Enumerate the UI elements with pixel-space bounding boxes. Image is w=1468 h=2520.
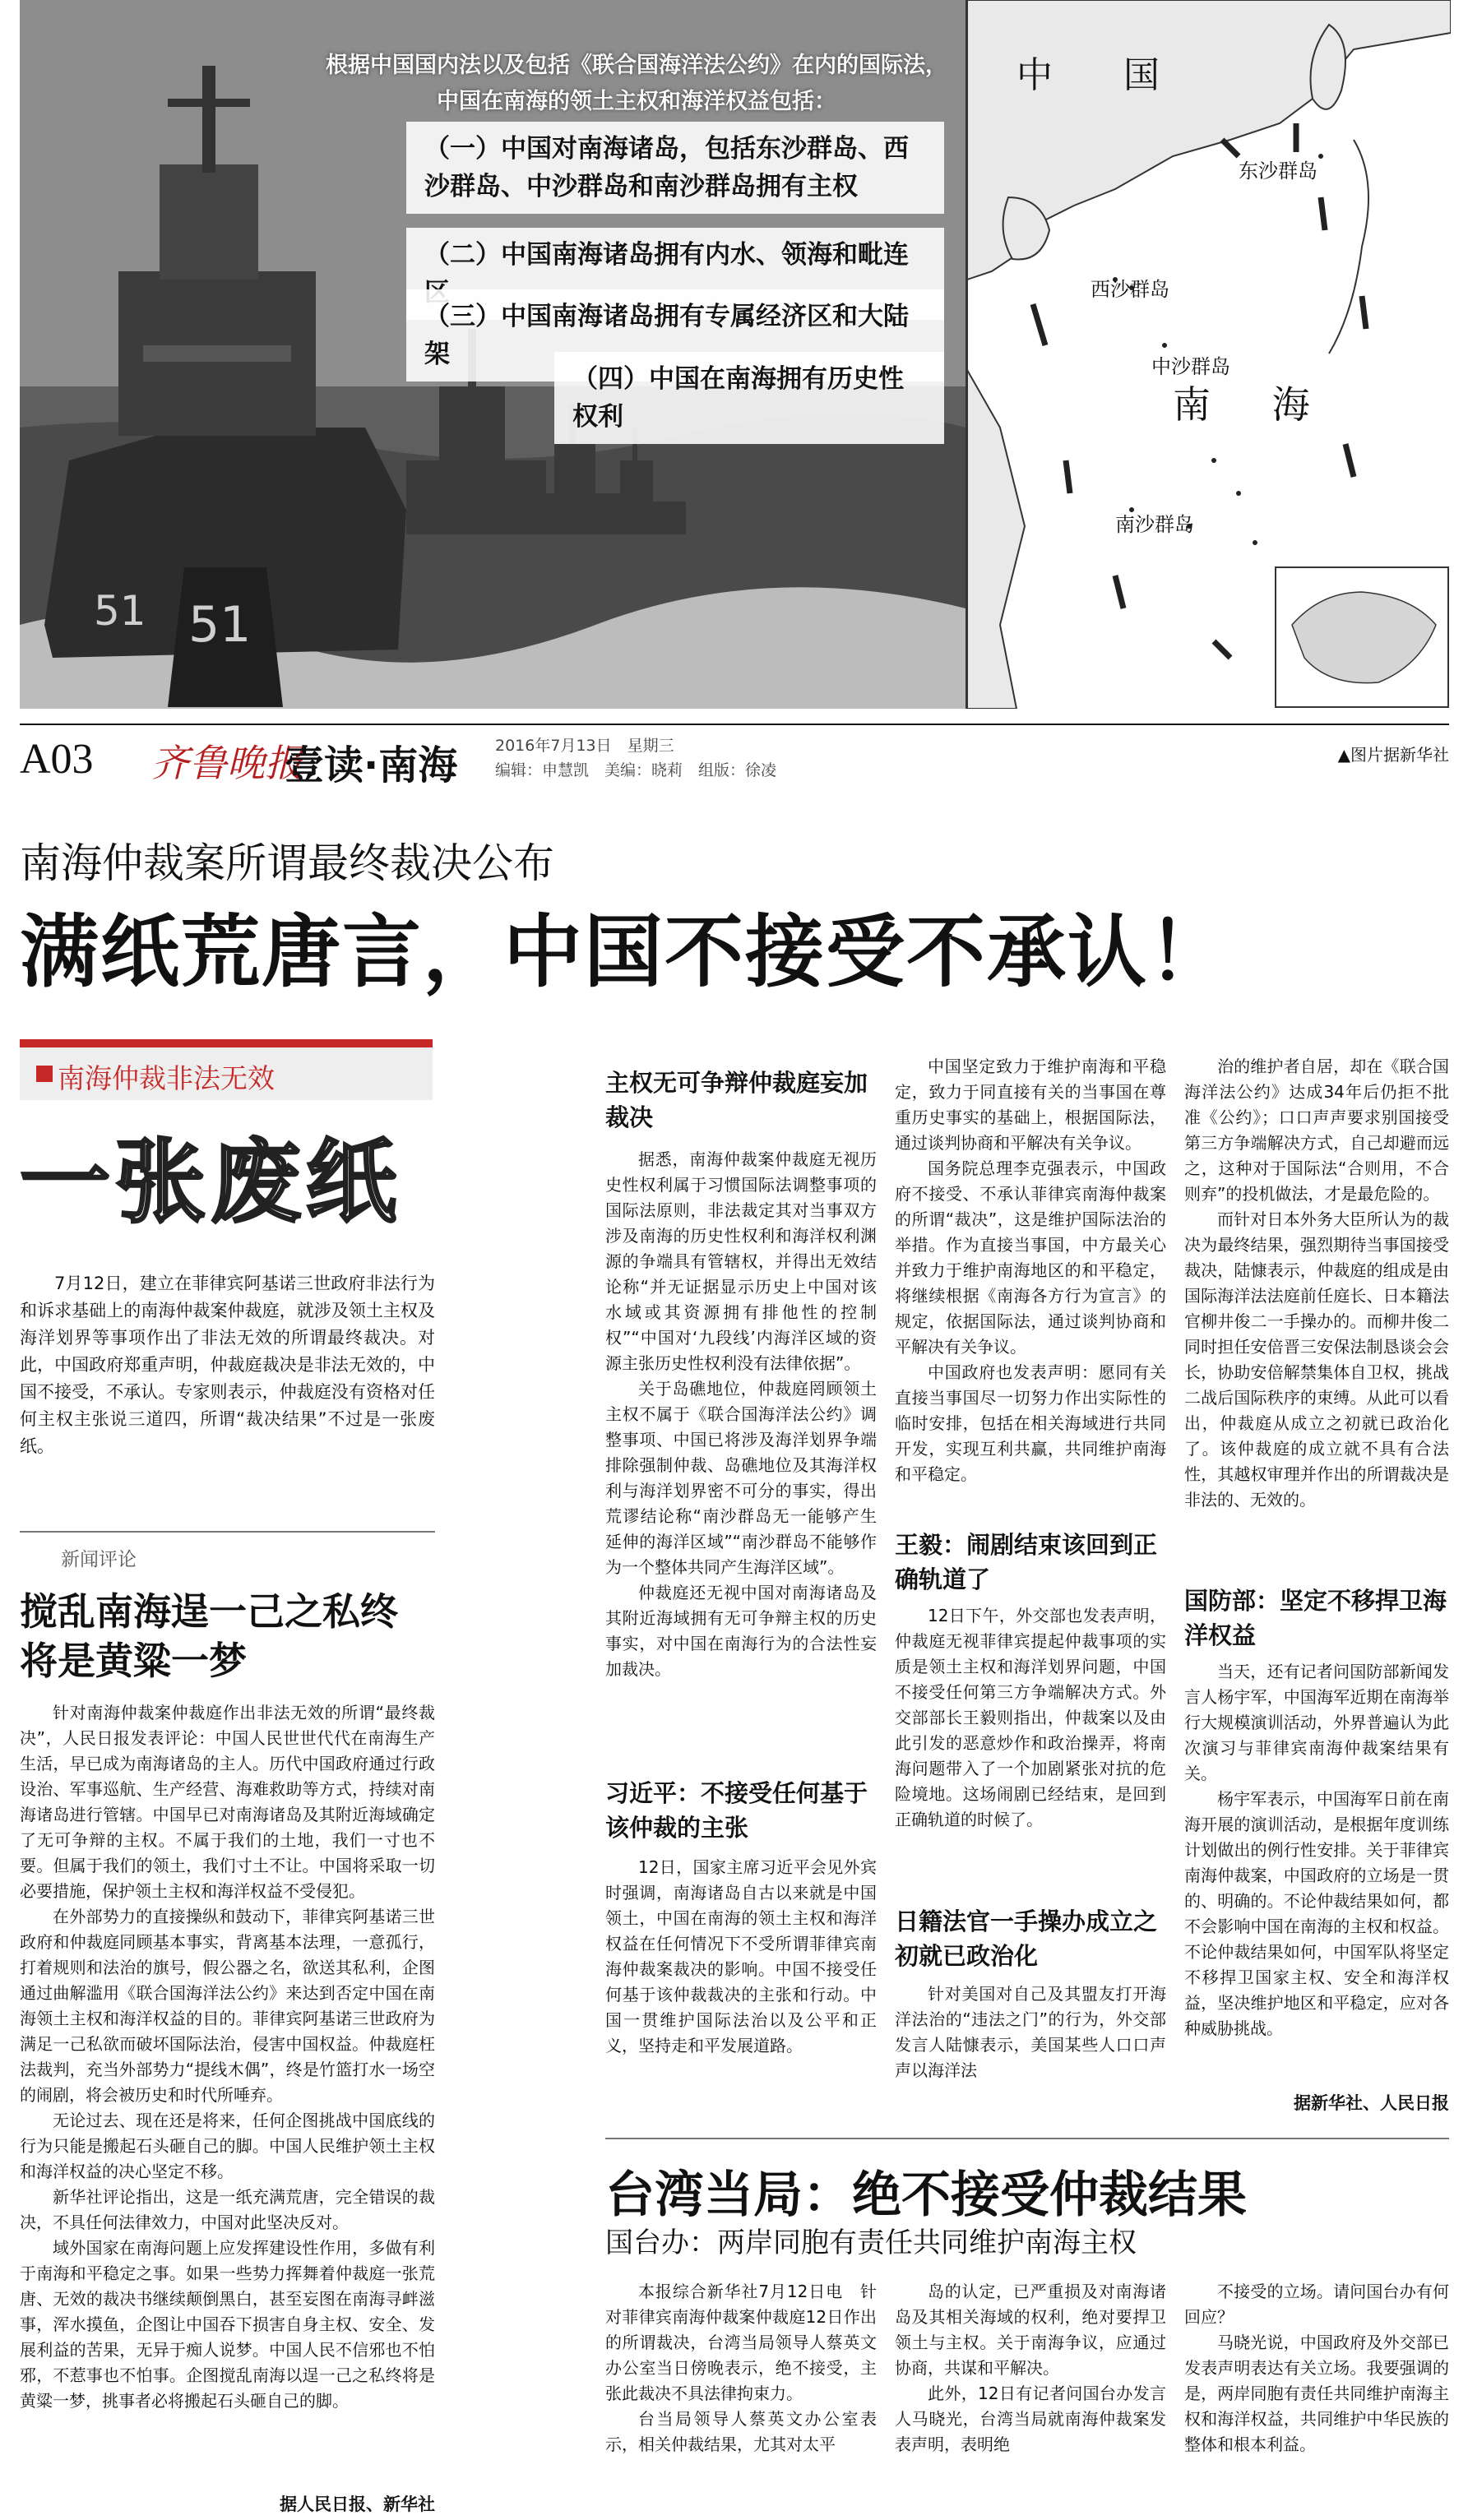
col3-body-3: 针对美国对自己及其盟友打开海洋法治的“违法之门”的行为，外交部发言人陆慷表示，美国某些人口口声声以海洋法 — [895, 1984, 1166, 2080]
square-bullet-icon — [36, 1066, 53, 1082]
col4-title-2: 国防部：坚定不移捍卫海洋权益 — [1184, 1587, 1447, 1649]
taiwan-col-2: 岛的认定，已严重损及对南海诸岛及其相关海域的权利，绝对要捍卫领土与主权。关于南海争议，应通过协商，共谋和平解决。 此外，12日有记者问国台办发言人马晓光，台湾当局就南海仲裁案发表声明，表明绝 — [895, 2282, 1166, 2454]
photo-credit: ▲图片据新华社 — [1337, 745, 1449, 765]
map-china: 中 国 — [1016, 54, 1189, 96]
col4-body-2: 当天，还有记者问国防部新闻发言人杨宇军，中国海军近期在南海举行大规模演训活动，外界普遍认为此次演习与菲律宾南海仲裁案结果有关。 杨宇军表示，中国海军日前在南海开展的演训活动，是根据年度训练计划做出的例行性安排。关于菲律宾南海仲裁案，中国政府的立场是一贯的、明确的。不论仲裁结果如何，都不会影响中国在南海的主权和权益。不论仲裁结果如何，中国军队将坚定不移捍卫国家主权、安全和海洋权益，坚决维护地区和平稳定，应对各种威胁挑战。 — [1184, 1662, 1449, 2038]
editors: 编辑：申慧凯 美编：晓莉 组版：徐凌 — [495, 761, 777, 779]
map-nanhai: 南 海 — [1173, 382, 1335, 427]
col3-body-2: 12日下午，外交部也发表声明，仲裁庭无视菲律宾提起仲裁事项的实质是领土主权和海洋划界问题，中国不接受任何第三方争端解决方式。外交部部长王毅则指出，仲裁案以及由此引发的恶意炒作和政治操弄，将南海问题带入了一个加剧紧张对抗的危险境地。这场闹剧已经结束，是回到正确轨道的时候了。 — [895, 1606, 1166, 1829]
lead-paragraph: 7月12日，建立在菲律宾阿基诺三世政府非法行为和诉求基础上的南海仲裁案仲裁庭，就涉及领土主权及海洋划界等事项作出了非法无效的所谓最终裁决。对此，中国政府郑重声明，仲裁庭裁决是非法无效的，中国不接受，不承认。专家则表示，仲裁庭没有资格对任何主权主张说三道四，所谓“裁决结果”不过是一张废纸。 — [20, 1274, 435, 1456]
hull-number-side: 51 — [94, 587, 146, 635]
commentary-tag: 新闻评论 — [61, 1549, 137, 1570]
col3-title-2: 王毅：闹剧结束该回到正确轨道了 — [895, 1531, 1158, 1593]
issue-date: 2016年7月13日 星期三 — [495, 737, 674, 755]
map-nansha: 南沙群岛 — [1115, 513, 1194, 536]
taiwan-subheadline: 国台办：两岸同胞有责任共同维护南海主权 — [605, 2226, 1137, 2259]
taiwan-divider — [605, 2138, 1449, 2139]
map-dongsha: 东沙群岛 — [1239, 160, 1317, 183]
feature-title: 一张废纸 — [20, 1130, 401, 1235]
law-intro: 根据中国国内法以及包括《联合国海洋法公约》在内的国际法，中国在南海的领土主权和海洋权益包括： — [326, 53, 947, 114]
page-number: A03 — [20, 736, 94, 783]
col2-body-1: 据悉，南海仲裁案仲裁庭无视历史性权利属于习惯国际法调整事项的国际法原则，非法裁定其对当事双方涉及南海的历史性权利和海洋权利渊源的争端具有管辖权，并得出无效结论称“并无证据显示历史上中国对该水域或其资源拥有排他性的控制权”“中国对‘九段线’内海洋区域的资源主张历史性权利没有法律依据”。 关于岛礁地位，仲裁庭罔顾领土主权不属于《联合国海洋法公约》调整事项、中国已将涉及海洋划界争端排除强制仲裁、岛礁地位及其海洋权利与海洋划界密不可分的事实，得出荒谬结论称“南沙群岛无一能够产生延伸的海洋区域”“南沙群岛不能够作为一个整体共同产生海洋区域”。 仲裁庭还无视中国对南海诸岛及其附近海域拥有无可争辩主权的历史事实，对中国在南海行为的合法性妄加裁决。 — [605, 1149, 877, 1679]
warships-photo — [20, 0, 966, 709]
section-title: 壹读·南海 — [285, 742, 458, 788]
col4-source: 据新华社、人民日报 — [1294, 2093, 1449, 2113]
tag-accent-bar — [20, 1039, 433, 1047]
headline-kicker: 南海仲裁案所谓最终裁决公布 — [20, 839, 554, 887]
section-tag-label: 南海仲裁非法无效 — [58, 1062, 275, 1094]
col2-body-2: 12日，国家主席习近平会见外宾时强调，南海诸岛自古以来就是中国领土，中国在南海的领土主权和海洋权益在任何情况下不受所谓菲律宾南海仲裁案裁决的影响。中国不接受任何基于该仲裁裁决的主张和行动。中国一贯维护国际法治以及公平和正义，坚持走和平发展道路。 — [605, 1857, 877, 2055]
masthead — [20, 724, 1449, 791]
col2-title-1: 主权无可争辩仲裁庭妄加裁决 — [605, 1069, 868, 1131]
commentary-source: 据人民日报、新华社 — [280, 2495, 435, 2514]
commentary-title: 搅乱南海逞一己之私终将是黄粱一梦 — [20, 1589, 398, 1683]
col3-body-1: 中国坚定致力于维护南海和平稳定，致力于同直接有关的当事国在尊重历史事实的基础上，根据国际法，通过谈判协商和平解决有关争议。 国务院总理李克强表示，中国政府不接受、不承认菲律宾南海仲裁案的所谓“裁决”，这是维护国际法治的举措。作为直接当事国，中方最关心并致力于维护南海地区的和平稳定，将继续根据《南海各方行为宣言》的规定，依据国际法，通过谈判协商和平解决有关争议。 中国政府也发表声明：愿同有关直接当事国尽一切努力作出实际性的临时安排，包括在相关海域进行共同开发，实现互利共赢，共同维护南海和平稳定。 — [895, 1057, 1166, 1484]
col2-title-2: 习近平：不接受任何基于该仲裁的主张 — [605, 1779, 868, 1842]
map-xisha: 西沙群岛 — [1091, 278, 1169, 301]
commentary-body: 针对南海仲裁案仲裁庭作出非法无效的所谓“最终裁决”，人民日报发表评论：中国人民世世代代在南海生产生活，早已成为南海诸岛的主人。历代中国政府通过行政设治、军事巡航、生产经营、海难救助等方式，持续对南海诸岛进行管辖。中国早已对南海诸岛及其附近海域确定了无可争辩的主权。不属于我们的土地，我们一寸也不要。但属于我们的领土，我们寸土不让。中国将采取一切必要措施，保护领土主权和海洋权益不受侵犯。 在外部势力的直接操纵和鼓动下，菲律宾阿基诺三世政府和仲裁庭同顾基本事实，背离基本法理，一意孤行，打着规则和法治的旗号，假公器之名，欲送其私利，企图通过曲解滥用《联合国海洋法公约》来达到否定中国在南海领土主权和海洋权益的目的。菲律宾阿基诺三世政府为满足一己私欲而破坏国际法治，侵害中国权益。仲裁庭枉法裁判，充当外部势力“提线木偶”，终是竹篮打水一场空的闹剧，将会被历史和时代所唾弃。 无论过去、现在还是将来，任何企图挑战中国底线的行为只能是搬起石头砸自己的脚。中国人民维护领土主权和海洋权益的决心坚定不移。 新华社评论指出，这是一纸充满荒唐，完全错误的裁决，不具任何法律效力，中国对此坚决反对。 域外国家在南海问题上应发挥建设性作用，多做有利于南海和平稳定之事。如果一些势力挥舞着仲裁庭一张荒唐、无效的裁决书继续颠倒黑白，甚至妄图在南海寻衅滋事，浑水摸鱼，企图让中国吞下损害自身主权、安全、发展利益的苦果，无异于痴人说梦。中国人民不信邪也不怕邪，不惹事也不怕事。企图搅乱南海以逞一己之私终将是黄粱一梦，挑事者必将搬起石头砸自己的脚。 — [20, 1703, 435, 2411]
main-headline: 满纸荒唐言，中国不接受不承认！ — [20, 906, 1229, 998]
claim-4: （四）中国在南海拥有历史性权利 — [554, 352, 944, 444]
newspaper-logo: 齐鲁晚报 — [151, 741, 303, 785]
claim-3: （三）中国南海诸岛拥有专属经济区和大陆架 — [406, 289, 944, 381]
taiwan-headline: 台湾当局：绝不接受仲裁结果 — [605, 2166, 1247, 2224]
taiwan-col-3: 不接受的立场。请问国台办有何回应？ 马晓光说，中国政府及外交部已发表声明表达有关立场。我要强调的是，两岸同胞有责任共同维护南海主权和海洋权益，共同维护中华民族的整体和根本利益。 — [1184, 2282, 1449, 2454]
south-china-sea-map — [966, 0, 1451, 709]
divider — [20, 1531, 435, 1533]
claim-2: （二）中国南海诸岛拥有内水、领海和毗连 — [406, 228, 944, 320]
claim-1: （一）中国对南海诸岛，包括东沙群岛、西沙群岛、中沙群岛和南沙群岛拥有主权 — [406, 122, 944, 214]
hull-number: 51 — [188, 596, 252, 654]
section-tag — [20, 1047, 433, 1100]
col4-body-1: 治的维护者自居，却在《联合国海洋法公约》达成34年后仍拒不批准《公约》；口口声声要求别国接受第三方争端解决方式，自己却避而远之，这种对于国际法“合则用，不合则弃”的投机做法，才是最危险的。 而针对日本外务大臣所认为的裁决为最终结果，强烈期待当事国接受裁决，陆慷表示，仲裁庭的组成是由国际海洋法法庭前任庭长、日本籍法官柳井俊二一手操办的。而柳井俊二同时担任安倍晋三安保法制恳谈会会长，协助安倍解禁集体自卫权，挑战二战后国际秩序的束缚。从此可以看出，仲裁庭从成立之初就已政治化了。该仲裁庭的成立就不具有合法性，其越权审理并作出的所谓裁决是非法的、无效的。 — [1184, 1057, 1449, 1510]
map-zhongsha: 中沙群岛 — [1151, 355, 1230, 378]
col3-title-3: 日籍法官一手操办成立之初就已政治化 — [895, 1907, 1158, 1970]
taiwan-col-1: 本报综合新华社7月12日电 针对菲律宾南海仲裁案仲裁庭12日作出的所谓裁决，台湾当局领导人蔡英文办公室当日傍晚表示，绝不接受，主张此裁决不具法律拘束力。 台当局领导人蔡英文办公室表示，相关仲裁结果，尤其对太平 — [605, 2282, 877, 2454]
